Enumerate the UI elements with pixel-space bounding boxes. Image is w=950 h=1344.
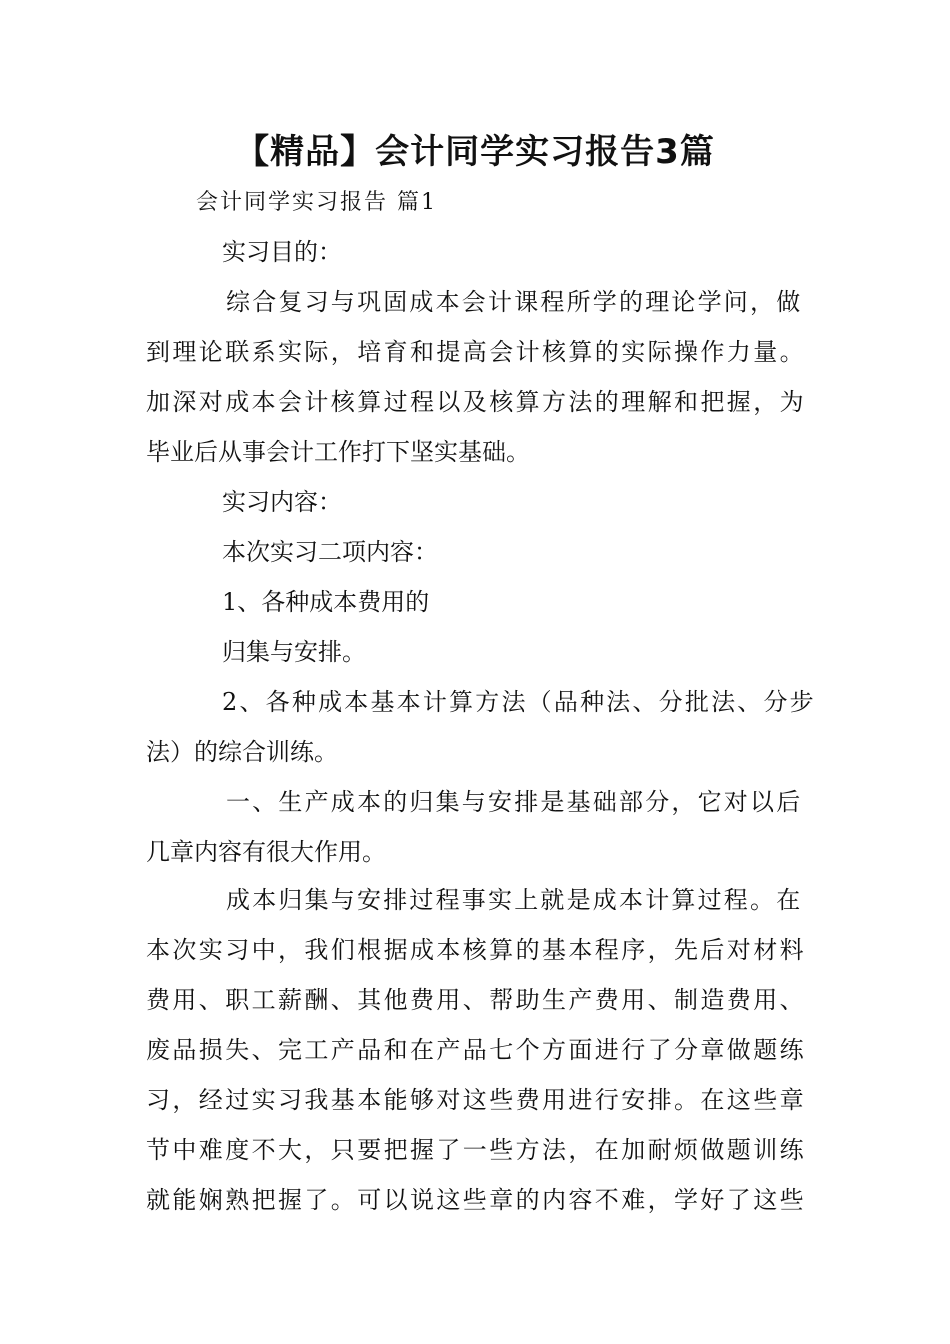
paragraph-line: 本次实习二项内容： [222,538,438,566]
document-title: 【精品】会计同学实习报告3篇 [235,132,715,172]
paragraph-line: 实习目的： [222,238,342,266]
paragraph-line: 1、各种成本费用的 [222,588,430,616]
paragraph-line: 法）的综合训练。 [146,738,338,766]
paragraph-line: 就能娴熟把握了。可以说这些章的内容不难，学好了这些 [146,1186,806,1214]
paragraph-line: 实习内容： [222,488,342,516]
paragraph-line: 一、生产成本的归集与安排是基础部分，它对以后 [226,788,803,816]
paragraph-line: 节中难度不大，只要把握了一些方法，在加耐烦做题训练 [146,1136,806,1164]
paragraph-line: 2、各种成本基本计算方法（品种法、分批法、分步 [222,688,816,716]
paragraph-line: 综合复习与巩固成本会计课程所学的理论学问，做 [226,288,803,316]
paragraph-line: 几章内容有很大作用。 [146,838,386,866]
paragraph-line: 费用、职工薪酬、其他费用、帮助生产费用、制造费用、 [146,986,806,1014]
section-heading: 会计同学实习报告 篇1 [196,190,437,215]
paragraph-line: 习，经过实习我基本能够对这些费用进行安排。在这些章 [146,1086,806,1114]
paragraph-line: 废品损失、完工产品和在产品七个方面进行了分章做题练 [146,1036,806,1064]
paragraph-line: 加深对成本会计核算过程以及核算方法的理解和把握，为 [146,388,806,416]
paragraph-line: 到理论联系实际，培育和提高会计核算的实际操作力量。 [146,338,806,366]
paragraph-line: 成本归集与安排过程事实上就是成本计算过程。在 [226,886,803,914]
paragraph-line: 归集与安排。 [222,638,366,666]
paragraph-line: 本次实习中，我们根据成本核算的基本程序，先后对材料 [146,936,806,964]
paragraph-line: 毕业后从事会计工作打下坚实基础。 [146,438,530,466]
